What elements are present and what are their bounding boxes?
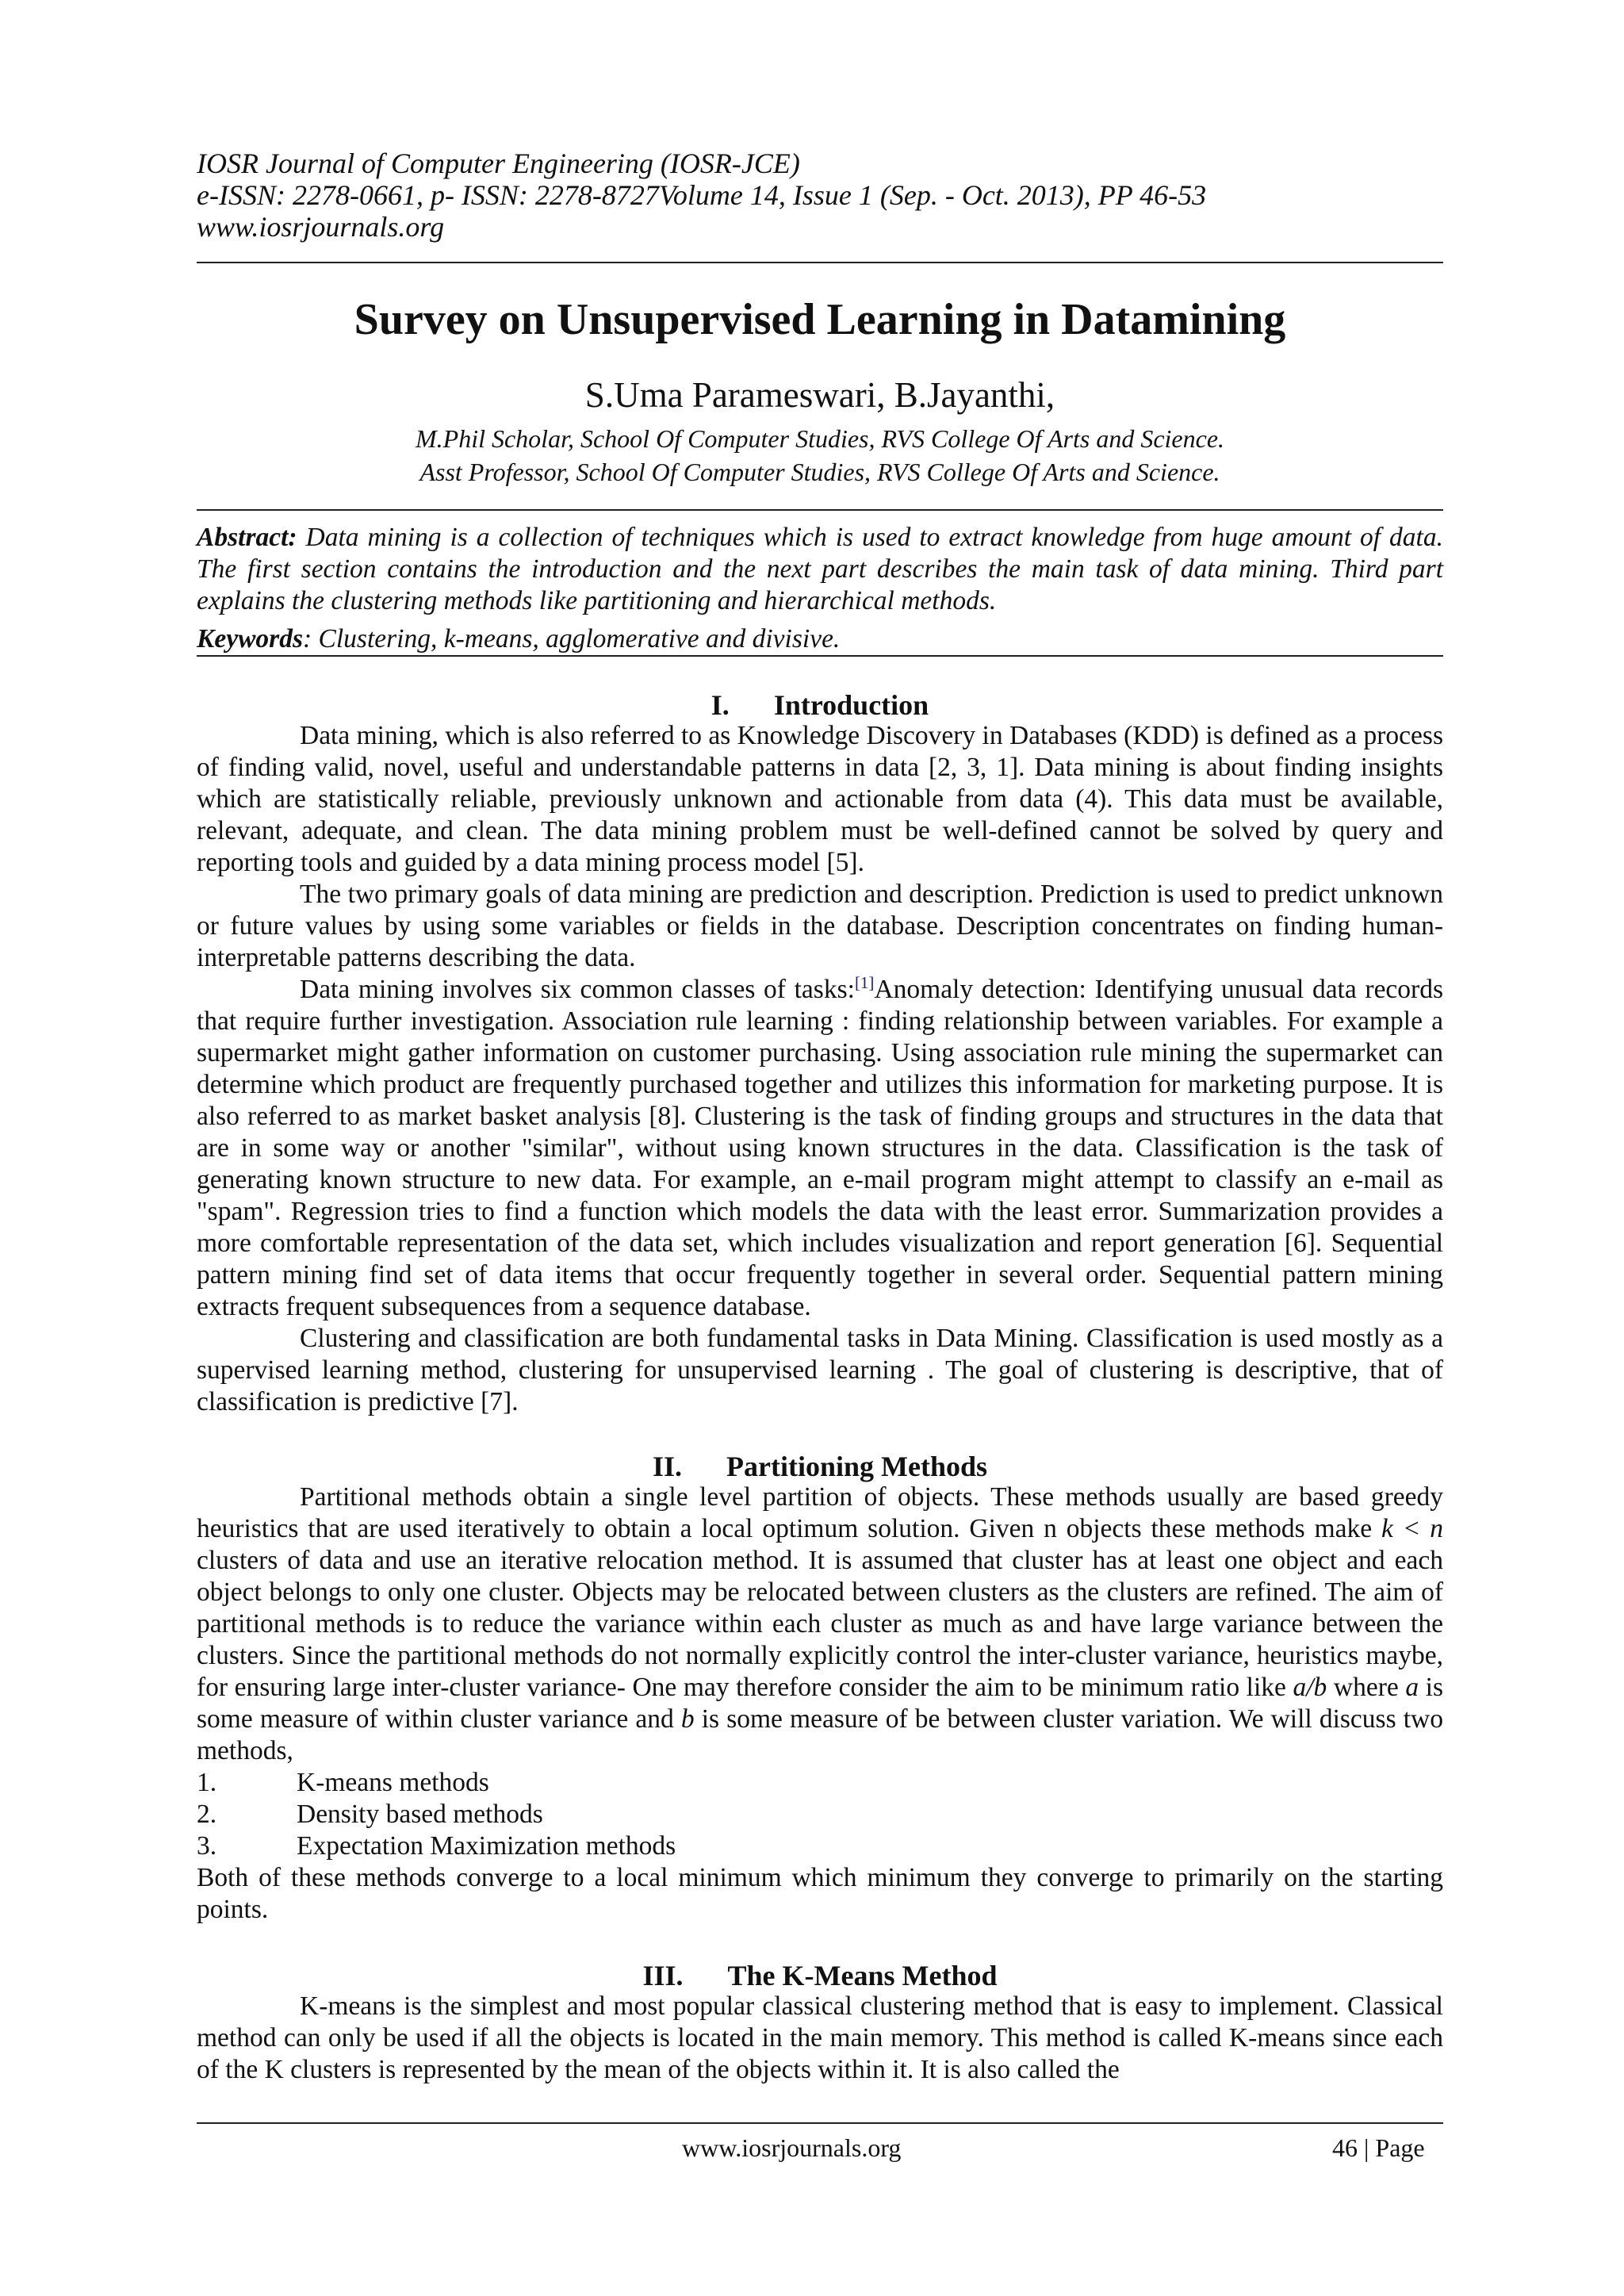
section-title: Partitioning Methods bbox=[726, 1451, 988, 1482]
header-rule bbox=[197, 262, 1443, 263]
abstract-top-rule bbox=[197, 509, 1443, 511]
section-heading-introduction bbox=[197, 688, 1443, 722]
abstract-text: Data mining is a collection of techniques which is used to extract knowledge from huge amount of data. The first section contains the introduction and the next part describes the main task of data mining. Third part explains the clustering methods like partitioning and hierarchical methods. bbox=[197, 523, 1443, 615]
section-title: Introduction bbox=[773, 689, 929, 721]
paragraph: The two primary goals of data mining are prediction and description. Prediction is used to predict unknown or future values by using some variables or fields in the database. Description concentrates on finding human-interpretable patterns describing the data. bbox=[197, 880, 1443, 972]
affiliation-1: M.Phil Scholar, School Of Computer Studies, RVS College Of Arts and Science. bbox=[415, 424, 1225, 453]
paragraph: Partitional methods obtain a single level partition of objects. These methods usually are based greedy heuristics that are used iteratively to obtain a local optimum solution. Given n objects these methods make k < n clusters of data and use an iterative relocation method. It is assumed that cluster has at least one object and each object belongs to only one cluster. Objects may be relocated between clusters as the clusters are refined. The aim of partitional methods is to reduce the variance within each cluster as much as and have large variance between the clusters. Since the partitional methods do not normally explicitly control the inter-cluster variance, heuristics maybe, for ensuring large inter-cluster variance- One may therefore consider the aim to be minimum ratio like a/b where a is some measure of within cluster variance and b is some measure of be between cluster variation. We will discuss two methods, bbox=[197, 1482, 1443, 1765]
journal-issn: e-ISSN: 2278-0661, p- ISSN: 2278-8727Volume 14, Issue 1 (Sep. - Oct. 2013), PP 46-53 bbox=[197, 179, 1207, 211]
paragraph: Clustering and classification are both fundamental tasks in Data Mining. Classification is used mostly as a supervised learning method, clustering for unsupervised learning . The goal of clustering is descriptive, that of classification is predictive [7]. bbox=[197, 1324, 1443, 1416]
abstract bbox=[197, 522, 1443, 617]
paper-authors: S.Uma Parameswari, B.Jayanthi, bbox=[584, 375, 1055, 415]
paragraph: Data mining, which is also referred to as Knowledge Discovery in Databases (KDD) is defined as a process of finding valid, novel, useful and understandable patterns in data [2, 3, 1]. Data mining is about finding insights which are statistically reliable, previously unknown and actionable from data (4). This data must be available, relevant, adequate, and clean. The data mining problem must be well-defined cannot be solved by query and reporting tools and guided by a data mining process model [5]. bbox=[197, 721, 1443, 877]
list-item: 1. K-means methods bbox=[197, 1768, 489, 1797]
journal-header bbox=[197, 148, 1434, 243]
section-number: III. bbox=[642, 1960, 684, 1991]
affiliation-2: Asst Professor, School Of Computer Studies, RVS College Of Arts and Science. bbox=[419, 458, 1220, 486]
keywords-text: : Clustering, k-means, agglomerative and divisive. bbox=[303, 624, 841, 654]
paper-title: Survey on Unsupervised Learning in Datamining bbox=[354, 295, 1286, 344]
paragraph: Data mining involves six common classes of tasks:[1]Anomaly detection: Identifying unusual data records that require further investigation. Association rule learning : finding relationship between variables. For example a supermarket might gather information on customer purchasing. Using association rule mining the supermarket can determine which product are frequently purchased together and utilizes this information for marketing purpose. It is also referred to as market basket analysis [8]. Clustering is the task of finding groups and structures in the data that are in some way or another "similar", without using known structures in the data. Classification is the task of generating known structure to new data. For example, an e-mail program might attempt to classify an e-mail as "spam". Regression tries to find a function which models the data with the least error. Summarization provides a more comfortable representation of the data set, which includes visualization and report generation [6]. Sequential pattern mining find set of data items that occur frequently together in several order. Sequential pattern mining extracts frequent subsequences from a sequence database. bbox=[197, 972, 1443, 1321]
section-heading-kmeans bbox=[197, 1959, 1443, 1992]
footer-rule bbox=[197, 2122, 1443, 2124]
keywords-label: Keywords bbox=[197, 624, 303, 654]
journal-website: www.iosrjournals.org bbox=[197, 211, 445, 243]
abstract-bottom-rule bbox=[197, 655, 1443, 657]
list-item: 2. Density based methods bbox=[197, 1800, 543, 1829]
partitioning-body bbox=[197, 1481, 1443, 1926]
section-number: I. bbox=[710, 689, 730, 721]
section-title: The K-Means Method bbox=[727, 1960, 998, 1991]
abstract-label: Abstract: bbox=[197, 523, 297, 552]
list-item: 3. Expectation Maximization methods bbox=[197, 1831, 676, 1861]
journal-name: IOSR Journal of Computer Engineering (IOSR-JCE) bbox=[197, 148, 800, 179]
section-heading-partitioning bbox=[197, 1450, 1443, 1483]
footer-website: www.iosrjournals.org bbox=[682, 2133, 902, 2162]
paragraph: K-means is the simplest and most popular classical clustering method that is easy to implement. Classical method can only be used if all the objects is located in the main memory. This method is called K-means since each of the K clusters is represented by the mean of the objects within it. It is also called the bbox=[197, 1991, 1443, 2084]
introduction-body bbox=[197, 720, 1443, 1418]
section-number: II. bbox=[652, 1451, 683, 1482]
kmeans-body bbox=[197, 1991, 1443, 2086]
keywords bbox=[197, 623, 1443, 655]
citation-link[interactable]: [1] bbox=[854, 972, 875, 992]
paragraph: Both of these methods converge to a local minimum which minimum they converge to primarily on the starting points. bbox=[197, 1863, 1443, 1924]
footer-page-number: 46 | Page bbox=[1332, 2133, 1425, 2162]
